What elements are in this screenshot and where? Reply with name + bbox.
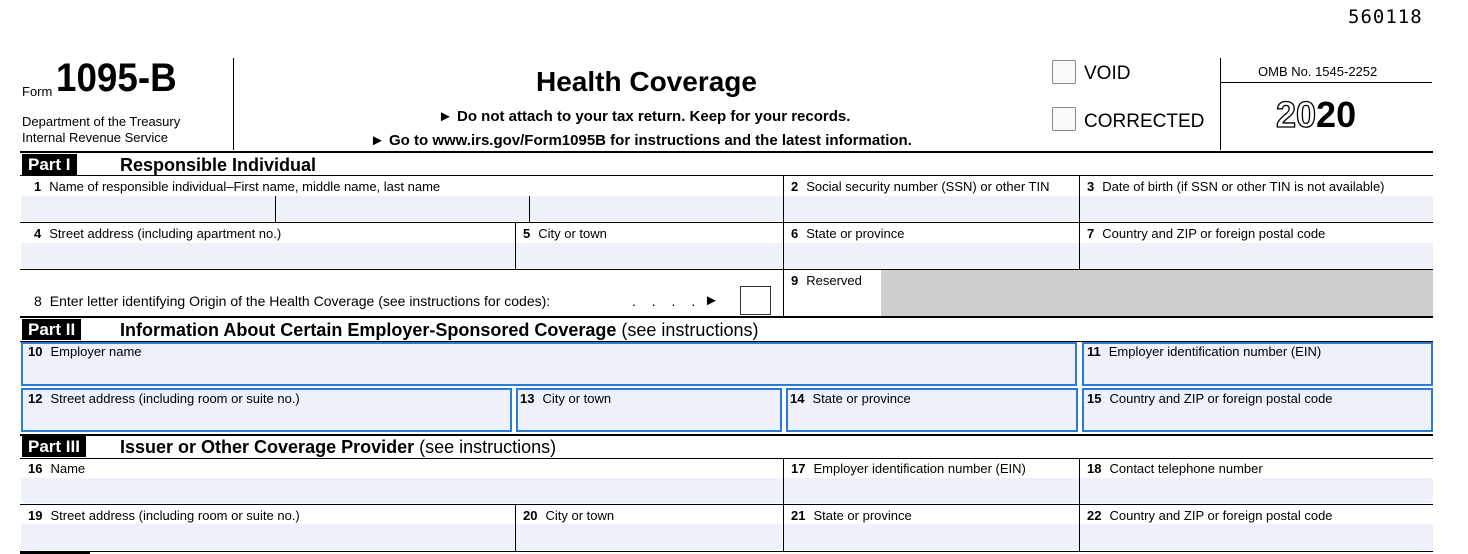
field-8-dots: . . . . (632, 293, 702, 309)
field-7-label: 7 Country and ZIP or foreign postal code (1087, 226, 1326, 241)
field-2-input[interactable] (784, 196, 1079, 221)
field-16-input[interactable] (21, 478, 783, 503)
tax-year (1276, 94, 1356, 136)
field-12-label: 12 Street address (including room or suite no.) (28, 391, 300, 406)
field-17-input[interactable] (784, 478, 1079, 503)
field-17-label: 17 Employer identification number (EIN) (791, 461, 1026, 476)
field-13-label: 13 City or town (520, 391, 612, 406)
part2-title: Information About Certain Employer-Sponsored Coverage (see instructions) (120, 320, 759, 340)
year-solid: 20 (1316, 94, 1357, 135)
field-8-label: 8 Enter letter identifying Origin of the Health Coverage (see instructions for codes): (34, 293, 551, 309)
field-4-label: 4 Street address (including apartment no.) (34, 226, 282, 241)
field-20-label: 20 City or town (523, 508, 615, 523)
field-18-input[interactable] (1080, 478, 1433, 503)
part3-badge: Part III (22, 436, 86, 457)
field-22-label: 22 Country and ZIP or foreign postal code (1087, 508, 1333, 523)
corrected-label: CORRECTED (1084, 111, 1205, 132)
field-18-label: 18 Contact telephone number (1087, 461, 1263, 476)
void-label: VOID (1084, 63, 1131, 84)
field-2-label: 2 Social security number (SSN) or other TIN (791, 179, 1050, 194)
field-1-input[interactable] (21, 196, 783, 221)
field-20-input[interactable] (516, 524, 782, 550)
void-checkbox[interactable] (1052, 60, 1076, 84)
field-6-label: 6 State or province (791, 226, 905, 241)
field-21-input[interactable] (784, 524, 1079, 550)
field-19-label: 19 Street address (including room or suite no.) (28, 508, 300, 523)
corrected-checkbox[interactable] (1052, 107, 1076, 131)
field-11-label: 11 Employer identification number (EIN) (1087, 344, 1322, 359)
irs-name: Internal Revenue Service (22, 130, 168, 145)
part2-badge: Part II (22, 319, 81, 340)
field-5-label: 5 City or town (523, 226, 607, 241)
form-number: 1095-B (56, 56, 177, 100)
omb-number: OMB No. 1545-2252 (1258, 64, 1378, 79)
instruction-website: ► Go to www.irs.gov/Form1095B for instructions and the latest information. (370, 132, 912, 149)
field-15-label: 15 Country and ZIP or foreign postal code (1087, 391, 1333, 406)
field-9-reserved-area (881, 270, 1433, 316)
dept-treasury: Department of the Treasury (22, 114, 181, 129)
field-3-input[interactable] (1080, 196, 1433, 221)
field-3-label: 3 Date of birth (if SSN or other TIN is not available) (1087, 179, 1385, 194)
field-8-input[interactable] (740, 286, 771, 315)
part3-title: Issuer or Other Coverage Provider (see instructions) (120, 437, 557, 457)
field-1-label: 1 Name of responsible individual–First name, middle name, last name (34, 179, 441, 194)
part1-badge: Part I (22, 154, 77, 175)
field-10-label: 10 Employer name (28, 344, 142, 359)
instruction-attach: ► Do not attach to your tax return. Keep for your records. (438, 108, 851, 125)
field-14-label: 14 State or province (790, 391, 911, 406)
year-outline: 20 (1276, 94, 1317, 135)
field-22-input[interactable] (1080, 524, 1433, 550)
form-word: Form (22, 84, 53, 99)
field-4-input[interactable] (21, 243, 514, 268)
field-6-input[interactable] (784, 243, 1079, 268)
field-10-input[interactable] (21, 342, 1077, 386)
part1-title: Responsible Individual (120, 155, 317, 175)
field-21-label: 21 State or province (791, 508, 912, 523)
form-code: 560118 (1348, 6, 1423, 28)
field-9-label: 9 Reserved (791, 273, 862, 288)
field-5-input[interactable] (516, 243, 782, 268)
page-title: Health Coverage (536, 66, 757, 97)
field-19-input[interactable] (21, 524, 514, 550)
field-8-arrow: ► (704, 292, 719, 309)
field-7-input[interactable] (1080, 243, 1433, 268)
field-16-label: 16 Name (28, 461, 86, 476)
